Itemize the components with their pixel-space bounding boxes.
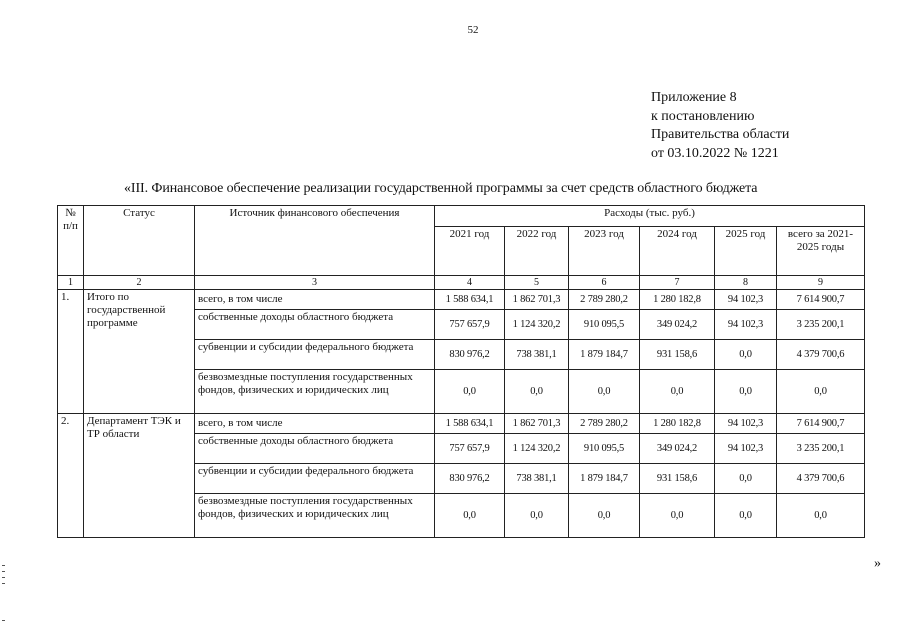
value-cell: 7 614 900,7 xyxy=(777,290,865,310)
index-cell: 7 xyxy=(640,276,715,290)
value-cell: 3 235 200,1 xyxy=(777,434,865,464)
value-cell: 931 158,6 xyxy=(640,340,715,370)
margin-tick xyxy=(2,577,5,578)
value-cell: 1 124 320,2 xyxy=(505,434,569,464)
header-source: Источник финансового обеспечения xyxy=(195,206,435,276)
source-cell: субвенции и субсидии федерального бюджета xyxy=(195,464,435,494)
row-number: 2. xyxy=(58,414,84,538)
value-cell: 1 280 182,8 xyxy=(640,414,715,434)
value-cell: 910 095,5 xyxy=(569,310,640,340)
financing-table xyxy=(57,205,865,538)
index-cell: 3 xyxy=(195,276,435,290)
source-cell: безвозмездные поступления государственных фондов, физических и юридических лиц xyxy=(195,370,435,414)
value-cell: 0,0 xyxy=(640,494,715,538)
closing-quote: » xyxy=(874,556,881,571)
header-year: 2025 год xyxy=(715,227,777,276)
value-cell: 830 976,2 xyxy=(435,464,505,494)
value-cell: 94 102,3 xyxy=(715,434,777,464)
margin-tick xyxy=(2,571,5,572)
header-year: 2021 год xyxy=(435,227,505,276)
value-cell: 1 280 182,8 xyxy=(640,290,715,310)
value-cell: 931 158,6 xyxy=(640,464,715,494)
margin-tick xyxy=(2,620,5,621)
value-cell: 0,0 xyxy=(505,494,569,538)
value-cell: 0,0 xyxy=(569,370,640,414)
header-year: 2024 год xyxy=(640,227,715,276)
source-cell: субвенции и субсидии федерального бюджета xyxy=(195,340,435,370)
header-expenses: Расходы (тыс. руб.) xyxy=(435,206,865,227)
index-cell: 8 xyxy=(715,276,777,290)
source-cell: всего, в том числе xyxy=(195,290,435,310)
appendix-line: Приложение 8 xyxy=(651,90,737,105)
value-cell: 0,0 xyxy=(505,370,569,414)
source-cell: безвозмездные поступления государственных фондов, физических и юридических лиц xyxy=(195,494,435,538)
value-cell: 349 024,2 xyxy=(640,434,715,464)
value-cell: 0,0 xyxy=(640,370,715,414)
value-cell: 94 102,3 xyxy=(715,290,777,310)
index-cell: 4 xyxy=(435,276,505,290)
value-cell: 0,0 xyxy=(715,340,777,370)
value-cell: 1 862 701,3 xyxy=(505,290,569,310)
value-cell: 0,0 xyxy=(569,494,640,538)
header-num: № п/п xyxy=(58,206,84,276)
margin-tick xyxy=(2,565,5,566)
index-cell: 2 xyxy=(84,276,195,290)
row-status: Итого по государственной программе xyxy=(84,290,195,414)
value-cell: 0,0 xyxy=(435,494,505,538)
appendix-line: от 03.10.2022 № 1221 xyxy=(651,145,779,161)
value-cell: 4 379 700,6 xyxy=(777,340,865,370)
value-cell: 1 879 184,7 xyxy=(569,340,640,370)
value-cell: 0,0 xyxy=(777,370,865,414)
value-cell: 738 381,1 xyxy=(505,340,569,370)
appendix-line: Правительства области xyxy=(651,127,790,142)
value-cell: 910 095,5 xyxy=(569,434,640,464)
appendix-reference xyxy=(651,89,789,163)
table-row xyxy=(58,290,865,310)
value-cell: 1 124 320,2 xyxy=(505,310,569,340)
value-cell: 757 657,9 xyxy=(435,434,505,464)
value-cell: 2 789 280,2 xyxy=(569,290,640,310)
value-cell: 0,0 xyxy=(777,494,865,538)
value-cell: 7 614 900,7 xyxy=(777,414,865,434)
value-cell: 1 879 184,7 xyxy=(569,464,640,494)
row-status: Департамент ТЭК и ТР области xyxy=(84,414,195,538)
index-cell: 5 xyxy=(505,276,569,290)
value-cell: 0,0 xyxy=(435,370,505,414)
value-cell: 757 657,9 xyxy=(435,310,505,340)
source-cell: собственные доходы областного бюджета xyxy=(195,434,435,464)
table-row xyxy=(58,414,865,434)
value-cell: 1 862 701,3 xyxy=(505,414,569,434)
value-cell: 830 976,2 xyxy=(435,340,505,370)
header-year: 2023 год xyxy=(569,227,640,276)
value-cell: 0,0 xyxy=(715,370,777,414)
margin-tick xyxy=(2,583,5,584)
section-title: «III. Финансовое обеспечение реализации государственной программы за счет средств областного бюджета xyxy=(124,181,758,196)
value-cell: 94 102,3 xyxy=(715,310,777,340)
index-cell: 6 xyxy=(569,276,640,290)
page-number: 52 xyxy=(467,24,479,36)
value-cell: 1 588 634,1 xyxy=(435,290,505,310)
value-cell: 2 789 280,2 xyxy=(569,414,640,434)
source-cell: всего, в том числе xyxy=(195,414,435,434)
value-cell: 1 588 634,1 xyxy=(435,414,505,434)
header-year: 2022 год xyxy=(505,227,569,276)
header-year-total: всего за 2021-2025 годы xyxy=(777,227,865,276)
value-cell: 3 235 200,1 xyxy=(777,310,865,340)
value-cell: 738 381,1 xyxy=(505,464,569,494)
value-cell: 349 024,2 xyxy=(640,310,715,340)
index-cell: 9 xyxy=(777,276,865,290)
value-cell: 0,0 xyxy=(715,464,777,494)
header-status: Статус xyxy=(84,206,195,276)
row-number: 1. xyxy=(58,290,84,414)
source-cell: собственные доходы областного бюджета xyxy=(195,310,435,340)
value-cell: 0,0 xyxy=(715,494,777,538)
index-cell: 1 xyxy=(58,276,84,290)
appendix-line: к постановлению xyxy=(651,108,755,124)
value-cell: 94 102,3 xyxy=(715,414,777,434)
value-cell: 4 379 700,6 xyxy=(777,464,865,494)
